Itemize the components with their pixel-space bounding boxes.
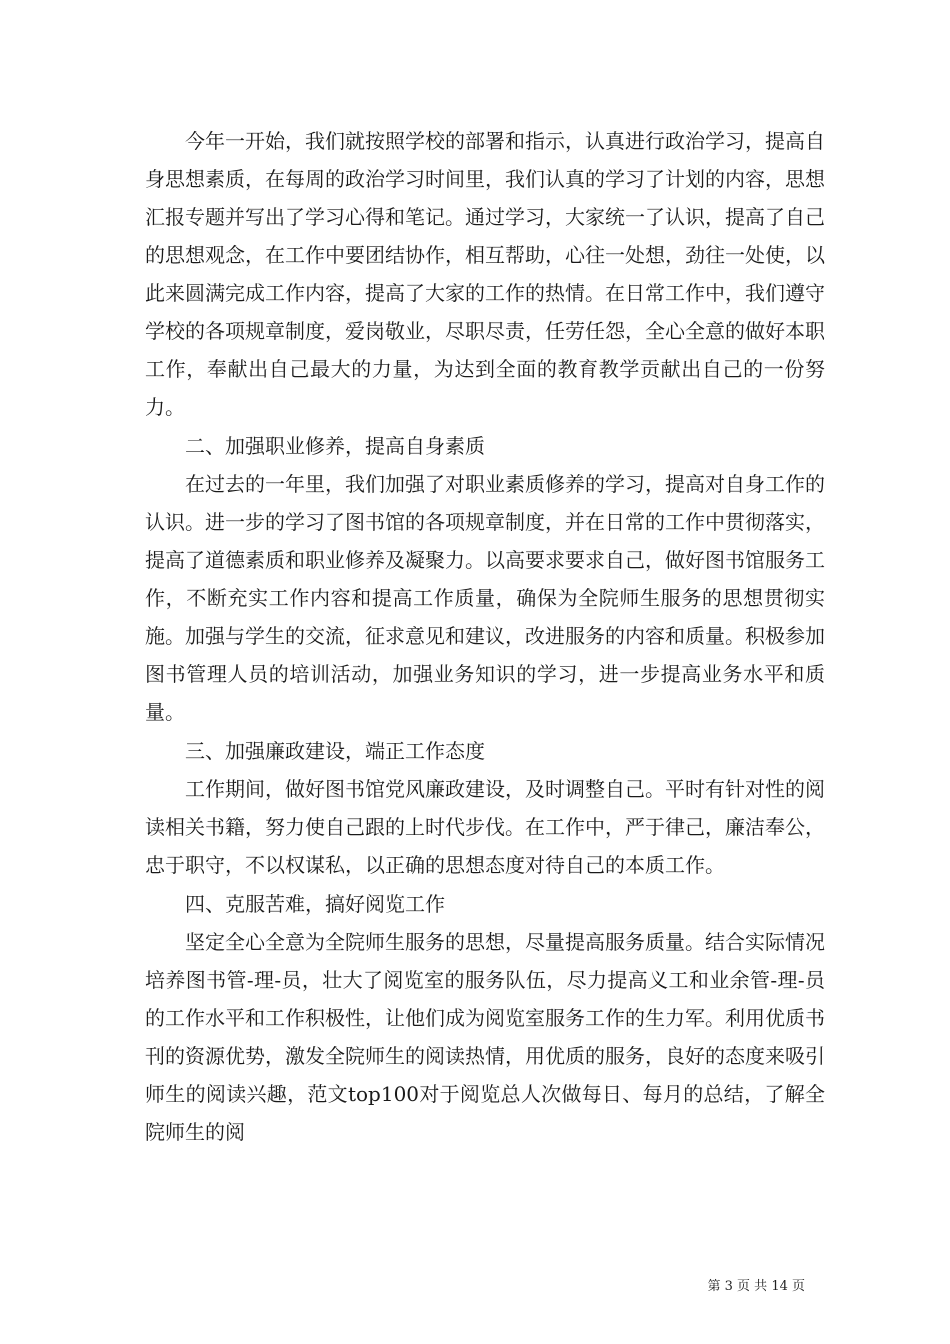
paragraph-section-4: 坚定全心全意为全院师生服务的思想，尽量提高服务质量。结合实际情况培养图书管-理-员，壮大了阅览室的服务队伍，尽力提高义工和业余管-理-员的工作水平和工作积极性，让他们成为阅览室服务工作的生力军。利用优质书刊的资源优势，激发全院师生的阅读热情，用优质的服务，良好的态度来吸引师生的阅读兴趣，范文top100对于阅览总人次做每日、每月的总结，了解全院师生的阅 — [145, 930, 825, 1144]
paragraph-section-3: 工作期间，做好图书馆党风廉政建设，及时调整自己。平时有针对性的阅读相关书籍，努力使自己跟的上时代步伐。在工作中，严于律己，廉洁奉公，忠于职守，不以权谋私，以正确的思想态度对待自己的本质工作。 — [145, 777, 825, 877]
section-heading-3: 三、加强廉政建设，端正工作态度 — [185, 739, 485, 763]
paragraph-intro: 今年一开始，我们就按照学校的部署和指示，认真进行政治学习，提高自身思想素质，在每周的政治学习时间里，我们认真的学习了计划的内容，思想汇报专题并写出了学习心得和笔记。通过学习，大家统一了认识，提高了自己的思想观念，在工作中要团结协作，相互帮助，心往一处想，劲往一处使，以此来圆满完成工作内容，提高了大家的工作的热情。在日常工作中，我们遵守学校的各项规章制度，爱岗敬业，尽职尽责，任劳任怨，全心全意的做好本职工作，奉献出自己最大的力量，为达到全面的教育教学贡献出自己的一份努力。 — [145, 129, 825, 419]
page-number-footer: 第 3 页 共 14 页 — [707, 1279, 805, 1294]
paragraph-section-2: 在过去的一年里，我们加强了对职业素质修养的学习，提高对自身工作的认识。进一步的学习了图书馆的各项规章制度，并在日常的工作中贯彻落实，提高了道德素质和职业修养及凝聚力。以高要求要求自己，做好图书馆服务工作，不断充实工作内容和提高工作质量，确保为全院师生服务的思想贯彻实施。加强与学生的交流，征求意见和建议，改进服务的内容和质量。积极参加图书管理人员的培训活动，加强业务知识的学习，进一步提高业务水平和质量。 — [145, 472, 825, 724]
section-heading-4: 四、克服苦难，搞好阅览工作 — [185, 892, 445, 916]
section-heading-2: 二、加强职业修养，提高自身素质 — [185, 434, 485, 458]
document-body — [145, 122, 825, 1152]
